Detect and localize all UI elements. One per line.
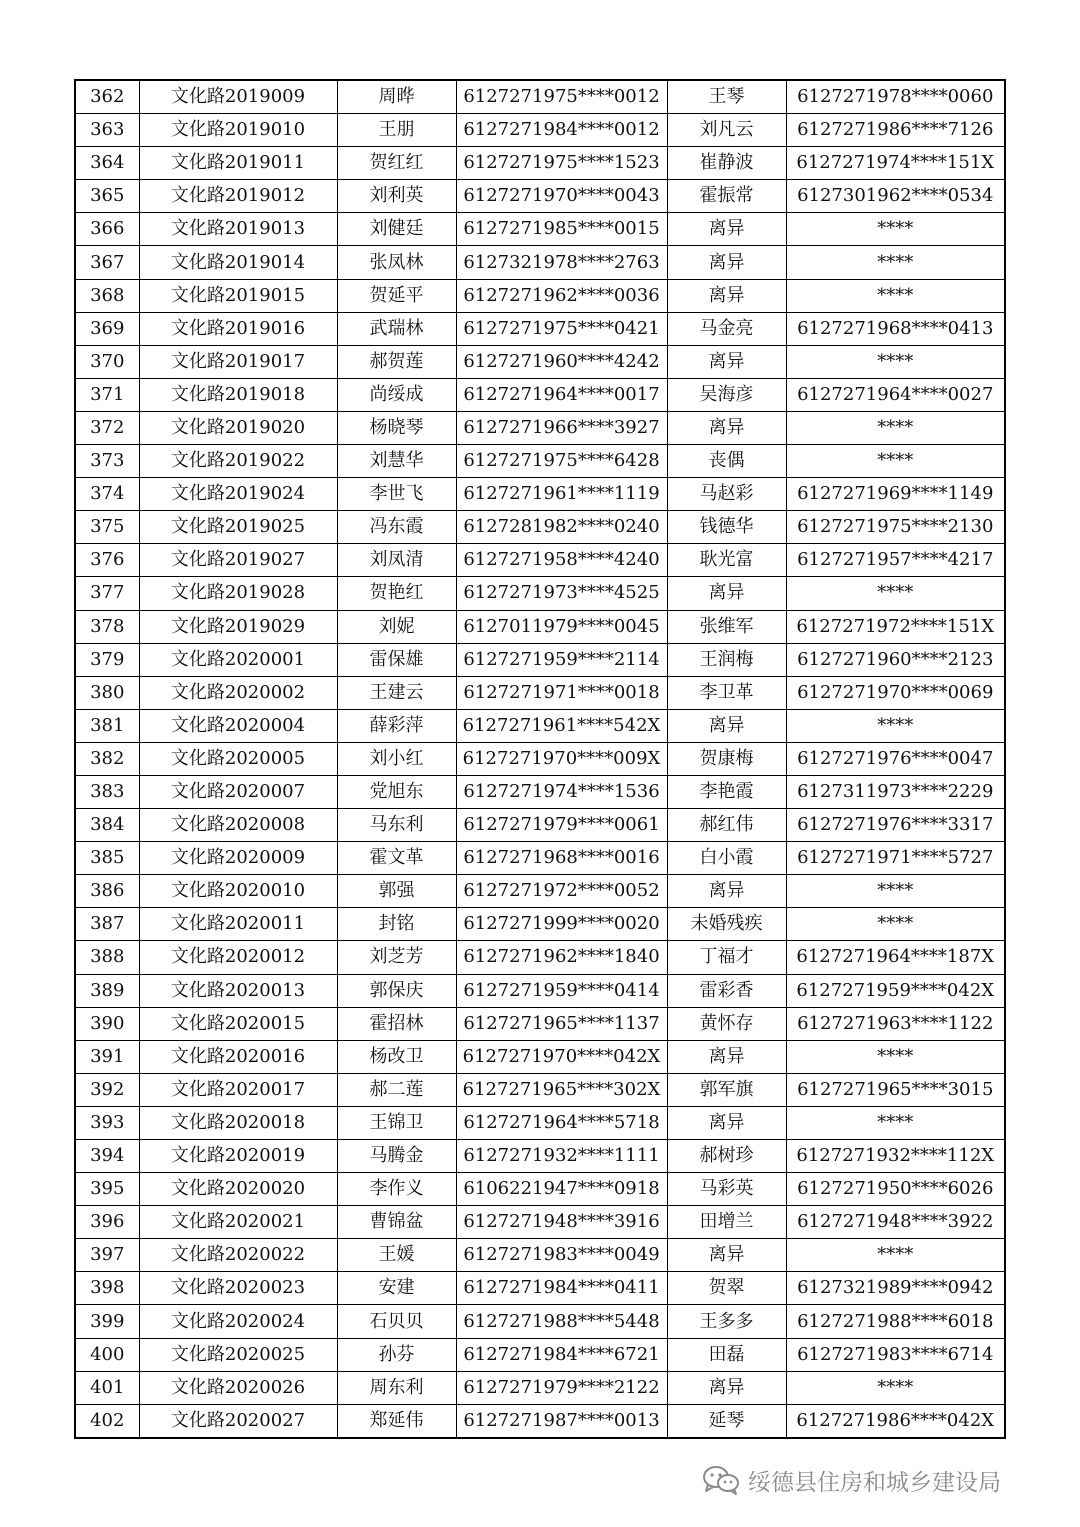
house-number-cell: 文化路2019018: [139, 378, 337, 411]
house-number-cell: 文化路2019024: [139, 478, 337, 511]
table-row: [75, 1305, 1005, 1338]
row-index-cell: 369: [75, 312, 139, 345]
spouse-name-cell: 离异: [667, 246, 786, 279]
spouse-name-cell: 离异: [667, 345, 786, 378]
applicant-id-cell: 6127271965****302X: [456, 1073, 667, 1106]
house-number-cell: 文化路2020005: [139, 742, 337, 775]
row-index-cell: 373: [75, 445, 139, 478]
row-index-cell: 378: [75, 610, 139, 643]
house-number-cell: 文化路2019009: [139, 80, 337, 114]
applicant-id-cell: 6127271979****2122: [456, 1371, 667, 1404]
applicant-id-cell: 6127271975****0421: [456, 312, 667, 345]
applicant-name-cell: 李世飞: [337, 478, 456, 511]
table-row: [75, 114, 1005, 147]
applicant-id-cell: 6127271988****5448: [456, 1305, 667, 1338]
applicant-name-cell: 薛彩萍: [337, 709, 456, 742]
row-index-cell: 380: [75, 676, 139, 709]
spouse-id-cell: ****: [786, 1106, 1005, 1139]
spouse-name-cell: 离异: [667, 1239, 786, 1272]
house-number-cell: 文化路2020008: [139, 809, 337, 842]
row-index-cell: 391: [75, 1040, 139, 1073]
spouse-name-cell: 贺康梅: [667, 742, 786, 775]
house-number-cell: 文化路2020010: [139, 875, 337, 908]
spouse-id-cell: 6127271972****151X: [786, 610, 1005, 643]
spouse-id-cell: 6127271976****3317: [786, 809, 1005, 842]
spouse-id-cell: 6127271932****112X: [786, 1140, 1005, 1173]
row-index-cell: 385: [75, 842, 139, 875]
table-row: [75, 445, 1005, 478]
applicant-id-cell: 6127271984****0411: [456, 1272, 667, 1305]
spouse-name-cell: 离异: [667, 279, 786, 312]
table-row: [75, 1239, 1005, 1272]
spouse-id-cell: ****: [786, 411, 1005, 444]
applicant-name-cell: 杨晓琴: [337, 411, 456, 444]
table-row: [75, 1404, 1005, 1438]
table-row: [75, 544, 1005, 577]
row-index-cell: 381: [75, 709, 139, 742]
applicant-name-cell: 霍文革: [337, 842, 456, 875]
table-row: [75, 1206, 1005, 1239]
applicant-name-cell: 霍招林: [337, 1007, 456, 1040]
spouse-id-cell: 6127271986****042X: [786, 1404, 1005, 1438]
applicant-id-cell: 6127271959****2114: [456, 643, 667, 676]
spouse-id-cell: 6127271957****4217: [786, 544, 1005, 577]
applicant-name-cell: 马腾金: [337, 1140, 456, 1173]
spouse-name-cell: 霍振常: [667, 180, 786, 213]
house-number-cell: 文化路2019014: [139, 246, 337, 279]
spouse-id-cell: 6127271963****1122: [786, 1007, 1005, 1040]
applicant-name-cell: 刘芝芳: [337, 941, 456, 974]
spouse-id-cell: ****: [786, 445, 1005, 478]
applicant-name-cell: 贺红红: [337, 147, 456, 180]
spouse-id-cell: ****: [786, 1371, 1005, 1404]
wechat-icon: [702, 1464, 740, 1496]
house-number-cell: 文化路2019022: [139, 445, 337, 478]
applicant-name-cell: 贺艳红: [337, 577, 456, 610]
spouse-name-cell: 耿光富: [667, 544, 786, 577]
applicant-name-cell: 武瑞林: [337, 312, 456, 345]
row-index-cell: 383: [75, 775, 139, 808]
row-index-cell: 399: [75, 1305, 139, 1338]
table-row: [75, 809, 1005, 842]
spouse-name-cell: 吴海彦: [667, 378, 786, 411]
spouse-name-cell: 马彩英: [667, 1173, 786, 1206]
table-row: [75, 742, 1005, 775]
house-number-cell: 文化路2020002: [139, 676, 337, 709]
applicant-id-cell: 6127271984****0012: [456, 114, 667, 147]
house-number-cell: 文化路2020018: [139, 1106, 337, 1139]
house-number-cell: 文化路2020026: [139, 1371, 337, 1404]
spouse-name-cell: 田磊: [667, 1338, 786, 1371]
applicant-id-cell: 6127271961****1119: [456, 478, 667, 511]
spouse-id-cell: ****: [786, 279, 1005, 312]
applicant-id-cell: 6127271999****0020: [456, 908, 667, 941]
row-index-cell: 371: [75, 378, 139, 411]
house-number-cell: 文化路2020015: [139, 1007, 337, 1040]
table-row: [75, 312, 1005, 345]
spouse-id-cell: 6127271969****1149: [786, 478, 1005, 511]
row-index-cell: 370: [75, 345, 139, 378]
applicant-name-cell: 郝二莲: [337, 1073, 456, 1106]
table-row: [75, 213, 1005, 246]
house-number-cell: 文化路2020001: [139, 643, 337, 676]
table-row: [75, 1106, 1005, 1139]
applicant-id-cell: 6127321978****2763: [456, 246, 667, 279]
house-number-cell: 文化路2020007: [139, 775, 337, 808]
row-index-cell: 379: [75, 643, 139, 676]
spouse-id-cell: 6127271959****042X: [786, 974, 1005, 1007]
spouse-name-cell: 离异: [667, 213, 786, 246]
spouse-name-cell: 刘凡云: [667, 114, 786, 147]
spouse-id-cell: ****: [786, 709, 1005, 742]
table-row: [75, 908, 1005, 941]
table-row: [75, 1140, 1005, 1173]
applicant-id-cell: 6127271983****0049: [456, 1239, 667, 1272]
spouse-name-cell: 田增兰: [667, 1206, 786, 1239]
applicant-id-cell: 6127271979****0061: [456, 809, 667, 842]
spouse-name-cell: 马赵彩: [667, 478, 786, 511]
row-index-cell: 376: [75, 544, 139, 577]
spouse-name-cell: 马金亮: [667, 312, 786, 345]
applicant-name-cell: 刘慧华: [337, 445, 456, 478]
house-number-cell: 文化路2019025: [139, 511, 337, 544]
table-row: [75, 511, 1005, 544]
applicant-id-cell: 6127271970****0043: [456, 180, 667, 213]
row-index-cell: 394: [75, 1140, 139, 1173]
row-index-cell: 377: [75, 577, 139, 610]
row-index-cell: 372: [75, 411, 139, 444]
applicant-name-cell: 刘小红: [337, 742, 456, 775]
applicant-name-cell: 冯东霞: [337, 511, 456, 544]
house-number-cell: 文化路2020016: [139, 1040, 337, 1073]
applicant-name-cell: 郭强: [337, 875, 456, 908]
spouse-id-cell: 6127271948****3922: [786, 1206, 1005, 1239]
applicant-id-cell: 6127271975****6428: [456, 445, 667, 478]
spouse-name-cell: 离异: [667, 1040, 786, 1073]
applicant-id-cell: 6127271970****009X: [456, 742, 667, 775]
spouse-name-cell: 贺翠: [667, 1272, 786, 1305]
row-index-cell: 392: [75, 1073, 139, 1106]
table-row: [75, 147, 1005, 180]
spouse-name-cell: 郝红伟: [667, 809, 786, 842]
row-index-cell: 401: [75, 1371, 139, 1404]
applicant-name-cell: 孙芬: [337, 1338, 456, 1371]
table-row: [75, 974, 1005, 1007]
spouse-name-cell: 黄怀存: [667, 1007, 786, 1040]
applicant-id-cell: 6127271970****042X: [456, 1040, 667, 1073]
applicant-id-cell: 6127271962****0036: [456, 279, 667, 312]
applicant-name-cell: 王媛: [337, 1239, 456, 1272]
row-index-cell: 400: [75, 1338, 139, 1371]
applicant-name-cell: 安建: [337, 1272, 456, 1305]
applicant-name-cell: 周东利: [337, 1371, 456, 1404]
watermark: [702, 1462, 1001, 1498]
house-number-cell: 文化路2020004: [139, 709, 337, 742]
spouse-name-cell: 白小霞: [667, 842, 786, 875]
house-number-cell: 文化路2020012: [139, 941, 337, 974]
table-row: [75, 1040, 1005, 1073]
applicant-id-cell: 6127271965****1137: [456, 1007, 667, 1040]
row-index-cell: 386: [75, 875, 139, 908]
applicant-id-cell: 6127271962****1840: [456, 941, 667, 974]
row-index-cell: 387: [75, 908, 139, 941]
table-row: [75, 941, 1005, 974]
applicant-id-cell: 6127271958****4240: [456, 544, 667, 577]
applicant-id-cell: 6127271975****0012: [456, 80, 667, 114]
applicant-name-cell: 石贝贝: [337, 1305, 456, 1338]
spouse-id-cell: 6127271988****6018: [786, 1305, 1005, 1338]
table-row: [75, 1371, 1005, 1404]
row-index-cell: 362: [75, 80, 139, 114]
spouse-name-cell: 钱德华: [667, 511, 786, 544]
spouse-id-cell: 6127271986****7126: [786, 114, 1005, 147]
house-number-cell: 文化路2020024: [139, 1305, 337, 1338]
house-number-cell: 文化路2019027: [139, 544, 337, 577]
house-number-cell: 文化路2020022: [139, 1239, 337, 1272]
spouse-id-cell: 6127271975****2130: [786, 511, 1005, 544]
table-row: [75, 378, 1005, 411]
house-number-cell: 文化路2019017: [139, 345, 337, 378]
spouse-id-cell: ****: [786, 213, 1005, 246]
house-number-cell: 文化路2019015: [139, 279, 337, 312]
table-row: [75, 246, 1005, 279]
row-index-cell: 363: [75, 114, 139, 147]
applicant-name-cell: 郭保庆: [337, 974, 456, 1007]
row-index-cell: 389: [75, 974, 139, 1007]
spouse-name-cell: 李艳霞: [667, 775, 786, 808]
table-row: [75, 1073, 1005, 1106]
spouse-id-cell: 6127271983****6714: [786, 1338, 1005, 1371]
spouse-id-cell: 6127271950****6026: [786, 1173, 1005, 1206]
row-index-cell: 398: [75, 1272, 139, 1305]
house-number-cell: 文化路2019011: [139, 147, 337, 180]
spouse-name-cell: 李卫革: [667, 676, 786, 709]
spouse-name-cell: 未婚残疾: [667, 908, 786, 941]
table-row: [75, 676, 1005, 709]
table-row: [75, 1272, 1005, 1305]
table-row: [75, 478, 1005, 511]
spouse-id-cell: 6127271971****5727: [786, 842, 1005, 875]
table-row: [75, 875, 1005, 908]
house-number-cell: 文化路2020013: [139, 974, 337, 1007]
applicant-id-cell: 6127271961****542X: [456, 709, 667, 742]
house-number-cell: 文化路2020023: [139, 1272, 337, 1305]
applicant-id-cell: 6127271971****0018: [456, 676, 667, 709]
applicant-name-cell: 尚绥成: [337, 378, 456, 411]
house-number-cell: 文化路2020025: [139, 1338, 337, 1371]
applicant-id-cell: 6127271932****1111: [456, 1140, 667, 1173]
applicant-name-cell: 马东利: [337, 809, 456, 842]
applicant-name-cell: 刘凤清: [337, 544, 456, 577]
applicant-name-cell: 封铭: [337, 908, 456, 941]
spouse-name-cell: 郭军旗: [667, 1073, 786, 1106]
table-row: [75, 279, 1005, 312]
row-index-cell: 366: [75, 213, 139, 246]
house-number-cell: 文化路2019013: [139, 213, 337, 246]
table-row: [75, 1007, 1005, 1040]
watermark-text: 绥德县住房和城乡建设局: [748, 1469, 1001, 1496]
applicant-id-cell: 6127271972****0052: [456, 875, 667, 908]
table-row: [75, 180, 1005, 213]
spouse-name-cell: 王多多: [667, 1305, 786, 1338]
applicant-id-cell: 6127271964****5718: [456, 1106, 667, 1139]
applicant-id-cell: 6127271985****0015: [456, 213, 667, 246]
row-index-cell: 396: [75, 1206, 139, 1239]
spouse-name-cell: 王琴: [667, 80, 786, 114]
table-row: [75, 1338, 1005, 1371]
applicant-name-cell: 党旭东: [337, 775, 456, 808]
house-number-cell: 文化路2020020: [139, 1173, 337, 1206]
spouse-id-cell: ****: [786, 345, 1005, 378]
row-index-cell: 368: [75, 279, 139, 312]
spouse-id-cell: 6127321989****0942: [786, 1272, 1005, 1305]
records-table: [74, 79, 1006, 1439]
spouse-name-cell: 王润梅: [667, 643, 786, 676]
applicant-name-cell: 王朋: [337, 114, 456, 147]
spouse-id-cell: 6127271968****0413: [786, 312, 1005, 345]
applicant-name-cell: 刘利英: [337, 180, 456, 213]
spouse-id-cell: 6127271965****3015: [786, 1073, 1005, 1106]
applicant-id-cell: 6127271966****3927: [456, 411, 667, 444]
applicant-name-cell: 周晔: [337, 80, 456, 114]
house-number-cell: 文化路2019010: [139, 114, 337, 147]
spouse-id-cell: 6127271964****0027: [786, 378, 1005, 411]
applicant-id-cell: 6127271987****0013: [456, 1404, 667, 1438]
table-row: [75, 577, 1005, 610]
applicant-name-cell: 郑延伟: [337, 1404, 456, 1438]
house-number-cell: 文化路2019020: [139, 411, 337, 444]
spouse-id-cell: ****: [786, 1040, 1005, 1073]
applicant-id-cell: 6127271974****1536: [456, 775, 667, 808]
applicant-name-cell: 贺延平: [337, 279, 456, 312]
table-row: [75, 775, 1005, 808]
records-body: [75, 80, 1005, 1438]
spouse-name-cell: 丧偶: [667, 445, 786, 478]
table-row: [75, 610, 1005, 643]
spouse-id-cell: ****: [786, 246, 1005, 279]
spouse-name-cell: 崔静波: [667, 147, 786, 180]
row-index-cell: 390: [75, 1007, 139, 1040]
spouse-id-cell: 6127271964****187X: [786, 941, 1005, 974]
table-row: [75, 411, 1005, 444]
applicant-name-cell: 刘健廷: [337, 213, 456, 246]
table-row: [75, 709, 1005, 742]
spouse-name-cell: 郝树珍: [667, 1140, 786, 1173]
house-number-cell: 文化路2020017: [139, 1073, 337, 1106]
spouse-id-cell: ****: [786, 1239, 1005, 1272]
row-index-cell: 395: [75, 1173, 139, 1206]
applicant-id-cell: 6127011979****0045: [456, 610, 667, 643]
row-index-cell: 384: [75, 809, 139, 842]
house-number-cell: 文化路2019028: [139, 577, 337, 610]
row-index-cell: 375: [75, 511, 139, 544]
house-number-cell: 文化路2020009: [139, 842, 337, 875]
spouse-id-cell: 6127271976****0047: [786, 742, 1005, 775]
spouse-id-cell: 6127301962****0534: [786, 180, 1005, 213]
applicant-id-cell: 6127271959****0414: [456, 974, 667, 1007]
applicant-name-cell: 刘妮: [337, 610, 456, 643]
applicant-id-cell: 6127271968****0016: [456, 842, 667, 875]
applicant-name-cell: 雷保雄: [337, 643, 456, 676]
applicant-name-cell: 曹锦盆: [337, 1206, 456, 1239]
row-index-cell: 374: [75, 478, 139, 511]
spouse-name-cell: 离异: [667, 709, 786, 742]
spouse-id-cell: 6127271978****0060: [786, 80, 1005, 114]
applicant-name-cell: 郝贺莲: [337, 345, 456, 378]
house-number-cell: 文化路2020021: [139, 1206, 337, 1239]
applicant-name-cell: 王锦卫: [337, 1106, 456, 1139]
spouse-name-cell: 雷彩香: [667, 974, 786, 1007]
house-number-cell: 文化路2020027: [139, 1404, 337, 1438]
row-index-cell: 388: [75, 941, 139, 974]
house-number-cell: 文化路2019012: [139, 180, 337, 213]
spouse-name-cell: 张维军: [667, 610, 786, 643]
spouse-id-cell: 6127271974****151X: [786, 147, 1005, 180]
applicant-id-cell: 6127271964****0017: [456, 378, 667, 411]
row-index-cell: 367: [75, 246, 139, 279]
house-number-cell: 文化路2020011: [139, 908, 337, 941]
applicant-id-cell: 6127271973****4525: [456, 577, 667, 610]
applicant-id-cell: 6127281982****0240: [456, 511, 667, 544]
row-index-cell: 382: [75, 742, 139, 775]
spouse-id-cell: ****: [786, 577, 1005, 610]
table-row: [75, 80, 1005, 114]
spouse-name-cell: 离异: [667, 411, 786, 444]
spouse-name-cell: 离异: [667, 1106, 786, 1139]
table-row: [75, 1173, 1005, 1206]
spouse-name-cell: 离异: [667, 875, 786, 908]
row-index-cell: 402: [75, 1404, 139, 1438]
row-index-cell: 364: [75, 147, 139, 180]
spouse-id-cell: ****: [786, 875, 1005, 908]
spouse-name-cell: 离异: [667, 1371, 786, 1404]
spouse-name-cell: 延琴: [667, 1404, 786, 1438]
spouse-id-cell: 6127271960****2123: [786, 643, 1005, 676]
spouse-id-cell: ****: [786, 908, 1005, 941]
applicant-name-cell: 张凤林: [337, 246, 456, 279]
table-row: [75, 643, 1005, 676]
spouse-id-cell: 6127311973****2229: [786, 775, 1005, 808]
applicant-id-cell: 6127271960****4242: [456, 345, 667, 378]
row-index-cell: 365: [75, 180, 139, 213]
house-number-cell: 文化路2019016: [139, 312, 337, 345]
applicant-id-cell: 6127271975****1523: [456, 147, 667, 180]
applicant-name-cell: 杨改卫: [337, 1040, 456, 1073]
house-number-cell: 文化路2019029: [139, 610, 337, 643]
applicant-name-cell: 李作义: [337, 1173, 456, 1206]
applicant-id-cell: 6127271984****6721: [456, 1338, 667, 1371]
applicant-id-cell: 6106221947****0918: [456, 1173, 667, 1206]
applicant-id-cell: 6127271948****3916: [456, 1206, 667, 1239]
row-index-cell: 397: [75, 1239, 139, 1272]
table-row: [75, 842, 1005, 875]
spouse-id-cell: 6127271970****0069: [786, 676, 1005, 709]
spouse-name-cell: 离异: [667, 577, 786, 610]
row-index-cell: 393: [75, 1106, 139, 1139]
house-number-cell: 文化路2020019: [139, 1140, 337, 1173]
applicant-name-cell: 王建云: [337, 676, 456, 709]
table-row: [75, 345, 1005, 378]
spouse-name-cell: 丁福才: [667, 941, 786, 974]
